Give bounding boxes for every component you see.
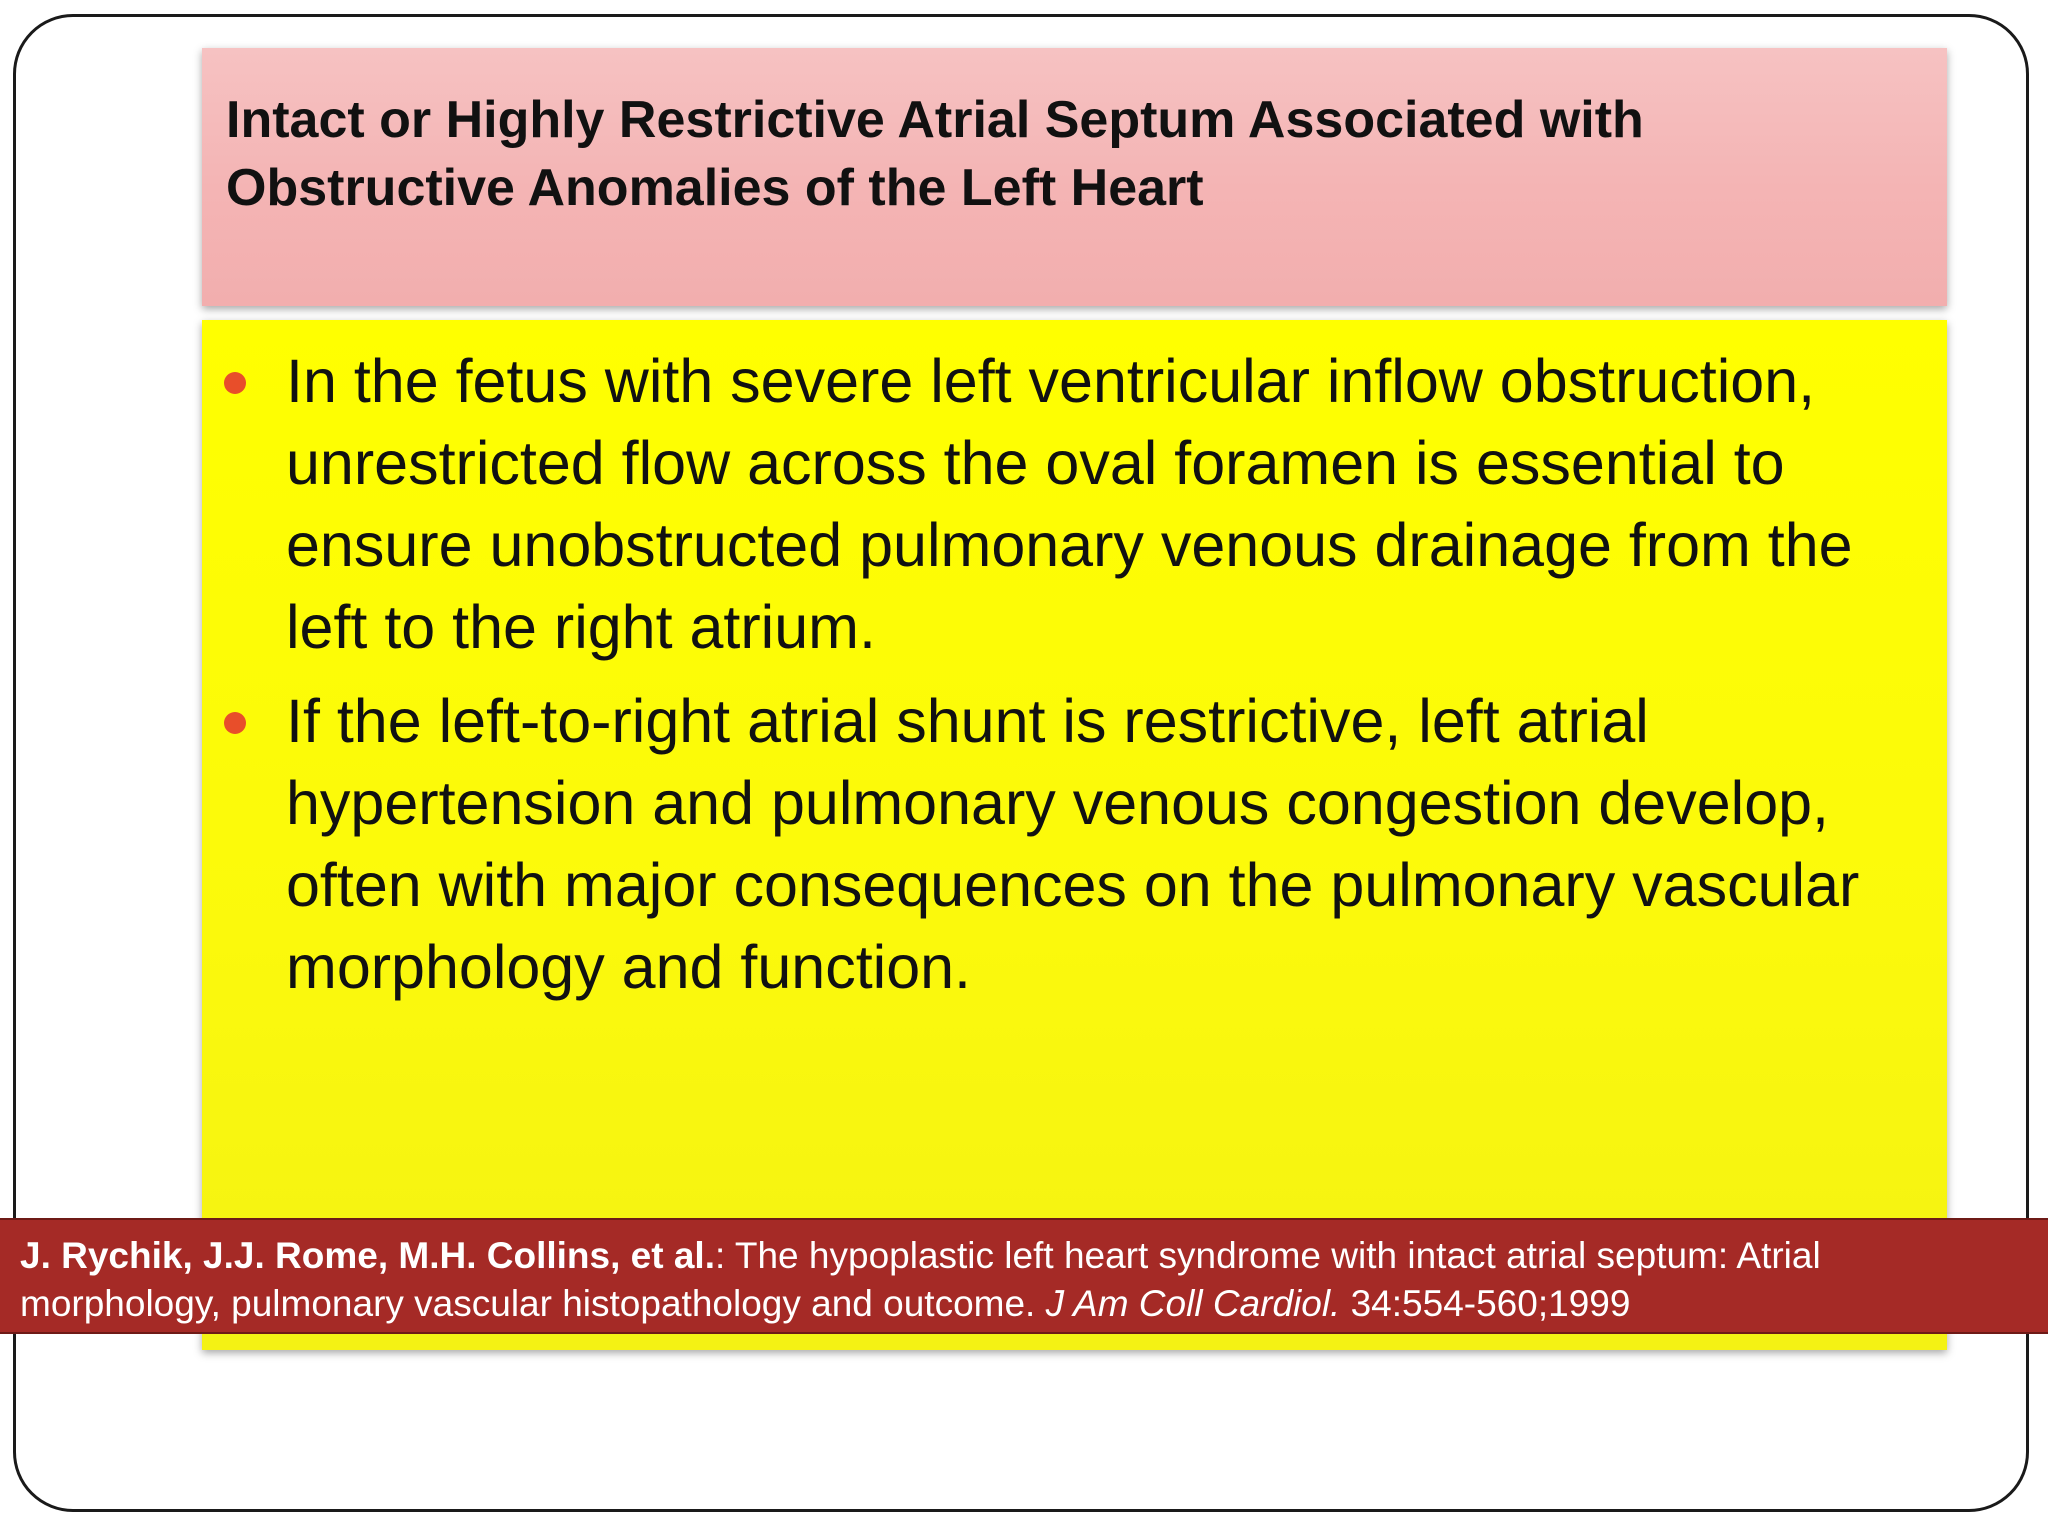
content-box bbox=[202, 320, 1947, 1350]
citation-journal: J Am Coll Cardiol. bbox=[1045, 1283, 1341, 1324]
bullet-dot-icon bbox=[224, 372, 246, 394]
bullet-text: If the left-to-right atrial shunt is restrictive, left atrial hypertension and pulmonary venous congestion develop, often with major consequences on the pulmonary vascular morphology and function. bbox=[286, 687, 1860, 1001]
citation-bar bbox=[0, 1218, 2048, 1334]
bullet-item bbox=[286, 340, 1927, 668]
bullet-dot-icon bbox=[224, 712, 246, 734]
bullet-text: In the fetus with severe left ventricular inflow obstruction, unrestricted flow across the oval foramen is essential to ensure unobstructed pulmonary venous drainage from the left to the right atrium. bbox=[286, 347, 1853, 661]
citation-authors: J. Rychik, J.J. Rome, M.H. Collins, et al. bbox=[20, 1235, 715, 1276]
bullet-list bbox=[286, 340, 1927, 1008]
citation-volume: 34:554-560;1999 bbox=[1340, 1283, 1631, 1324]
citation-article: The hypoplastic left heart syndrome with intact atrial septum: Atrial morphology, pulmonary vascular histopathology and outcome. bbox=[20, 1235, 1821, 1324]
slide-title: Intact or Highly Restrictive Atrial Septum Associated with Obstructive Anomalies of the Left Heart bbox=[226, 91, 1644, 217]
bullet-item bbox=[286, 680, 1927, 1008]
title-box bbox=[202, 48, 1947, 306]
citation-separator: : bbox=[714, 1235, 726, 1276]
